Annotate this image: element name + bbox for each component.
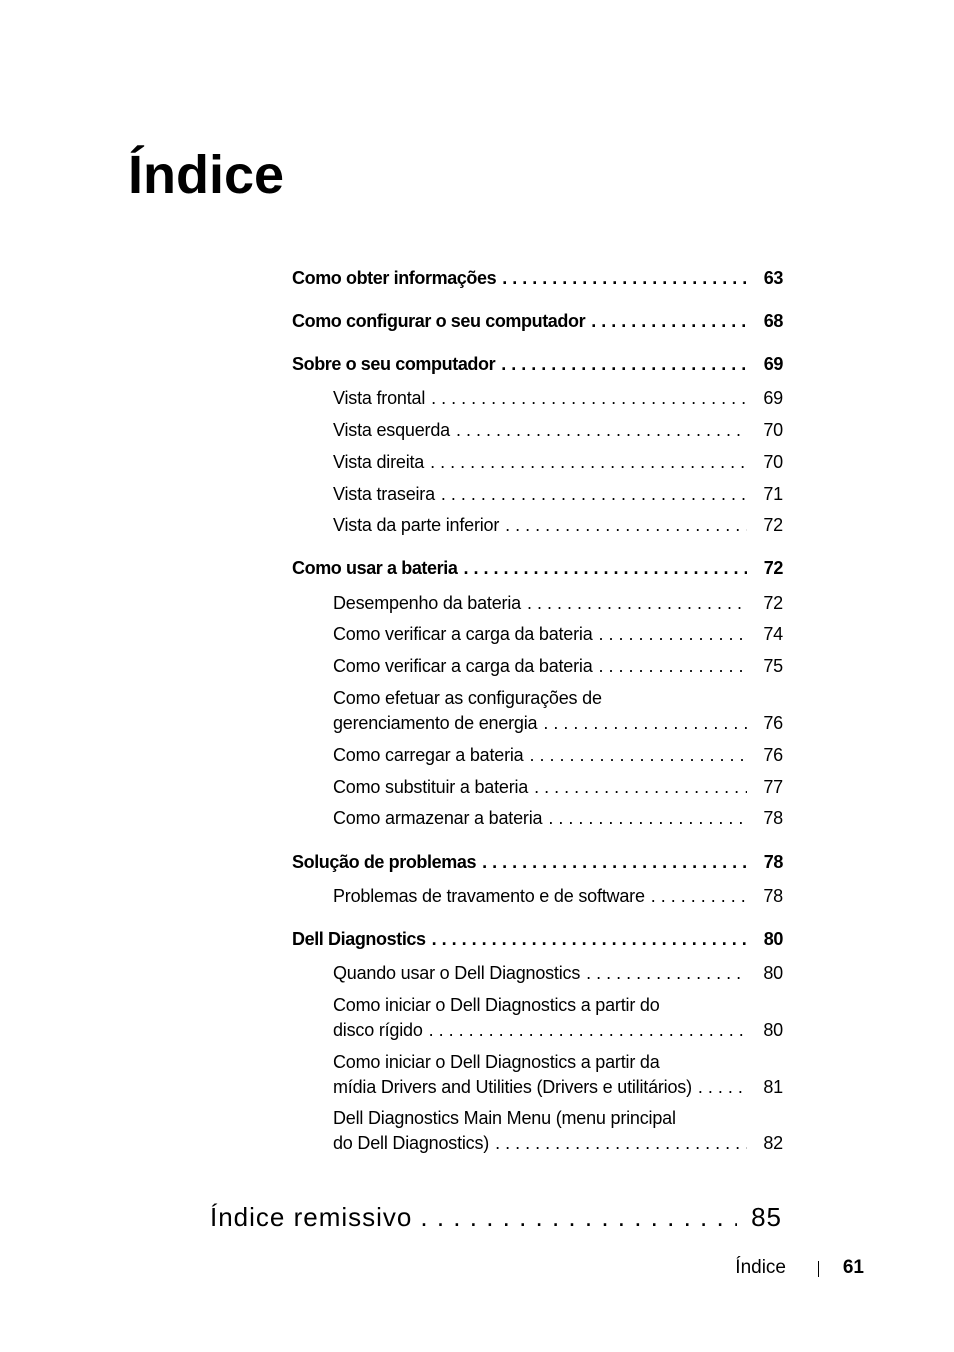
toc-entry-label: Vista traseira <box>333 484 435 504</box>
toc-subsection-entry[interactable] <box>333 960 783 986</box>
dot-leader <box>530 742 748 768</box>
toc-entry-label: mídia Drivers and Utilities (Drivers e utilitários) <box>333 1077 692 1097</box>
toc-entry-label: Dell Diagnostics <box>292 929 426 949</box>
toc-entry-label: Problemas de travamento e de software <box>333 886 645 906</box>
toc-entry-page-number: 72 <box>763 558 783 578</box>
toc-entry-label-line1: Dell Diagnostics Main Menu (menu principal <box>333 1108 676 1128</box>
dot-leader <box>651 883 747 909</box>
toc-subsection-entry[interactable] <box>333 742 783 768</box>
toc-entry-page-number: 82 <box>763 1133 783 1153</box>
toc-entry-label: Como substituir a bateria <box>333 777 529 797</box>
dot-leader <box>429 1017 747 1043</box>
toc-section-entry[interactable] <box>292 926 783 952</box>
dot-leader <box>534 774 747 800</box>
toc-section-entry[interactable] <box>292 555 783 581</box>
toc-section-entry[interactable] <box>292 351 783 377</box>
dot-leader <box>543 710 747 736</box>
dot-leader <box>431 385 747 411</box>
dot-leader <box>548 805 747 831</box>
dot-leader <box>505 512 747 538</box>
toc-entry-label: Como armazenar a bateria <box>333 808 543 828</box>
toc-subsection-entry[interactable] <box>333 417 783 443</box>
toc-entry-page-number: 80 <box>763 963 783 983</box>
toc-entry-page-number: 78 <box>763 852 783 872</box>
toc-subsection-entry[interactable] <box>333 590 783 616</box>
footer-divider <box>818 1261 819 1277</box>
page-title: Índice <box>128 145 285 205</box>
toc-entry-label-line1: Como iniciar o Dell Diagnostics a partir do <box>333 995 660 1015</box>
index-entry[interactable] <box>210 1200 782 1234</box>
toc-entry-label: Solução de problemas <box>292 852 477 872</box>
index-entry-label: Índice remissivo <box>210 1202 413 1232</box>
page-footer <box>600 1254 866 1282</box>
dot-leader <box>495 1130 747 1156</box>
toc-entry-page-number: 75 <box>763 656 783 676</box>
toc-subsection-entry[interactable] <box>333 449 783 475</box>
toc-entry-page-number: 74 <box>763 624 783 644</box>
toc-entry-label: gerenciamento de energia <box>333 713 538 733</box>
toc-subsection-entry[interactable] <box>333 883 783 909</box>
toc-entry-label: Vista direita <box>333 452 425 472</box>
toc-entry-page-number: 71 <box>763 484 783 504</box>
toc-entry-page-number: 72 <box>763 515 783 535</box>
toc-entry-page-number: 76 <box>763 713 783 733</box>
dot-leader <box>441 481 747 507</box>
toc-entry-label: Vista da parte inferior <box>333 515 500 535</box>
toc-entry-label: Desempenho da bateria <box>333 593 521 613</box>
dot-leader <box>502 265 747 291</box>
toc-entry-page-number: 81 <box>763 1077 783 1097</box>
toc-entry-label: Como configurar o seu computador <box>292 311 586 331</box>
dot-leader <box>591 308 747 334</box>
dot-leader <box>430 449 747 475</box>
dot-leader <box>527 590 747 616</box>
toc-subsection-entry[interactable] <box>333 710 783 736</box>
dot-leader <box>482 849 747 875</box>
dot-leader <box>463 555 747 581</box>
toc-entry-page-number: 77 <box>763 777 783 797</box>
dot-leader <box>501 351 747 377</box>
toc-subsection-entry[interactable] <box>333 1074 783 1100</box>
toc-entry-label: Quando usar o Dell Diagnostics <box>333 963 581 983</box>
toc-entry-page-number: 72 <box>763 593 783 613</box>
toc-entry-label: Vista esquerda <box>333 420 450 440</box>
toc-section-entry[interactable] <box>292 849 783 875</box>
toc-entry-page-number: 80 <box>763 1020 783 1040</box>
toc-subsection-entry[interactable] <box>333 1017 783 1043</box>
toc-entry-label: Vista frontal <box>333 388 426 408</box>
dot-leader <box>432 926 747 952</box>
toc-entry-label: Como verificar a carga da bateria <box>333 656 593 676</box>
toc-entry-label: Como obter informações <box>292 268 497 288</box>
toc-entry-page-number: 68 <box>763 311 783 331</box>
footer-section-label: Índice <box>735 1257 786 1278</box>
toc-subsection-entry[interactable] <box>333 385 783 411</box>
toc-entry-page-number: 69 <box>763 354 783 374</box>
toc-entry-page-number: 78 <box>763 886 783 906</box>
toc-section-entry[interactable] <box>292 265 783 291</box>
index-entry-page: 85 <box>751 1202 782 1232</box>
toc-section-entry[interactable] <box>292 308 783 334</box>
toc-entry-page-number: 70 <box>763 452 783 472</box>
toc-entry-label-line1: Como efetuar as configurações de <box>333 688 602 708</box>
toc-entry-label-line1: Como iniciar o Dell Diagnostics a partir da <box>333 1052 660 1072</box>
toc-subsection-entry[interactable] <box>333 621 783 647</box>
toc-subsection-entry[interactable] <box>333 805 783 831</box>
footer-page-number: 61 <box>842 1257 864 1278</box>
toc-entry-label: Como usar a bateria <box>292 558 458 578</box>
dot-leader <box>586 960 747 986</box>
dot-leader <box>698 1074 747 1100</box>
toc-entry-page-number: 80 <box>763 929 783 949</box>
toc-entry-label: Sobre o seu computador <box>292 354 496 374</box>
toc-subsection-entry[interactable] <box>333 774 783 800</box>
toc-entry-page-number: 78 <box>763 808 783 828</box>
dot-leader <box>599 621 747 647</box>
toc-entry-label: disco rígido <box>333 1020 423 1040</box>
toc-subsection-entry[interactable] <box>333 481 783 507</box>
toc-entry-page-number: 70 <box>763 420 783 440</box>
dot-leader <box>456 417 747 443</box>
toc-entry-label: Como verificar a carga da bateria <box>333 624 593 644</box>
toc-subsection-entry[interactable] <box>333 512 783 538</box>
toc-entry-page-number: 69 <box>763 388 783 408</box>
dot-leader <box>420 1200 737 1234</box>
dot-leader <box>599 653 747 679</box>
toc-entry-label: do Dell Diagnostics) <box>333 1133 490 1153</box>
toc-subsection-entry[interactable] <box>333 1130 783 1156</box>
toc-subsection-entry[interactable] <box>333 653 783 679</box>
toc-entry-label: Como carregar a bateria <box>333 745 524 765</box>
toc-entry-page-number: 63 <box>763 268 783 288</box>
toc-entry-page-number: 76 <box>763 745 783 765</box>
